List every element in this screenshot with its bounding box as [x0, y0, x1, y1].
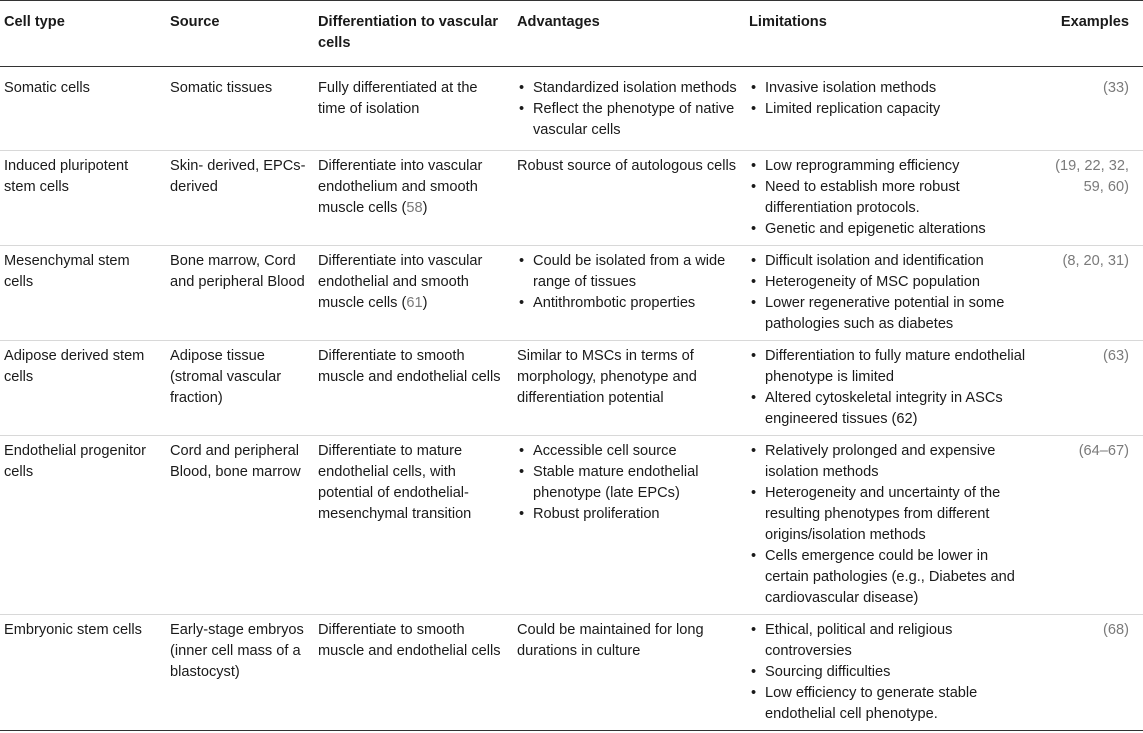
list-item: • Difficult isolation and identification [749, 251, 1031, 272]
list-item: • Low efficiency to generate stable endothelial cell phenotype. [749, 683, 1031, 725]
list-item: • Ethical, political and religious controversies [749, 620, 1031, 662]
list-item: • Differentiation to fully mature endothelial phenotype is limited [749, 346, 1031, 388]
limitations [745, 67, 1035, 151]
list-item: • Genetic and epigenetic alterations [749, 219, 1031, 240]
differentiation-ref[interactable]: 58 [406, 200, 423, 216]
advantages: Similar to MSCs in terms of morphology, phenotype and differentiation potential [517, 348, 697, 406]
table-header [0, 1, 1143, 67]
list-item: • Standardized isolation methods [517, 78, 741, 99]
differentiation-suffix: ) [422, 295, 428, 311]
table-row [0, 151, 1143, 246]
limitations [745, 246, 1035, 341]
cell-type: Adipose derived stem cells [4, 348, 145, 385]
list-item: • Cells emergence could be lower in certain pathologies (e.g., Diabetes and cardiovascular disease) [749, 546, 1031, 609]
list-item: • Could be isolated from a wide range of tissues [517, 251, 741, 293]
header-differentiation: Differentiation to vascular cells [318, 14, 499, 51]
advantages: Could be maintained for long durations in culture [517, 622, 704, 659]
differentiation [314, 246, 513, 341]
list-item: • Lower regenerative potential in some pathologies such as diabetes [749, 293, 1031, 335]
advantages [513, 436, 745, 615]
list-item: • Heterogeneity of MSC population [749, 272, 1031, 293]
limitations-list [749, 346, 1031, 430]
list-item: • Altered cytoskeletal integrity in ASCs engineered tissues (62) [749, 388, 1031, 430]
source: Early-stage embryos (inner cell mass of a blastocyst) [170, 622, 304, 680]
source: Skin- derived, EPCs-derived [170, 158, 306, 195]
limitations-list [749, 251, 1031, 335]
differentiation: Differentiate to smooth muscle and endothelial cells [318, 348, 501, 385]
differentiation-ref[interactable]: 61 [406, 295, 423, 311]
examples-ref[interactable]: (19, 22, 32, 59, 60) [1055, 158, 1129, 195]
list-item: • Sourcing difficulties [749, 662, 1031, 683]
differentiation [314, 151, 513, 246]
differentiation-text: Differentiate into vascular endothelial and smooth muscle cells ( [318, 253, 483, 311]
advantages-list [517, 441, 741, 525]
list-item: • Heterogeneity and uncertainty of the resulting phenotypes from different origins/isolation methods [749, 483, 1031, 546]
examples-ref[interactable]: (63) [1103, 348, 1129, 364]
list-item: • Accessible cell source [517, 441, 741, 462]
limitations [745, 341, 1035, 436]
list-item: • Need to establish more robust differentiation protocols. [749, 177, 1031, 219]
limitations-list [749, 156, 1031, 240]
cell-type: Mesenchymal stem cells [4, 253, 130, 290]
list-item: • Invasive isolation methods [749, 78, 1031, 99]
table-row [0, 436, 1143, 615]
limitations [745, 436, 1035, 615]
table-row [0, 67, 1143, 151]
advantages: Robust source of autologous cells [517, 158, 737, 174]
list-item: • Reflect the phenotype of native vascular cells [517, 99, 741, 141]
limitations-list [749, 441, 1031, 609]
table-row [0, 615, 1143, 731]
advantages [513, 67, 745, 151]
limitations-list [749, 78, 1031, 120]
table-row [0, 341, 1143, 436]
examples-ref[interactable]: (8, 20, 31) [1062, 253, 1129, 269]
list-item: • Stable mature endothelial phenotype (late EPCs) [517, 462, 741, 504]
differentiation: Differentiate to mature endothelial cells, with potential of endothelial-mesenchymal transition [318, 443, 472, 522]
list-item: • Limited replication capacity [749, 99, 1031, 120]
list-item: • Antithrombotic properties [517, 293, 741, 314]
header-examples: Examples [1060, 14, 1129, 30]
header-advantages: Advantages [517, 14, 600, 30]
header-limitations: Limitations [749, 14, 827, 30]
limitations-list [749, 620, 1031, 725]
limitations [745, 615, 1035, 731]
differentiation: Differentiate to smooth muscle and endothelial cells [318, 622, 501, 659]
differentiation-suffix: ) [422, 200, 428, 216]
source: Cord and peripheral Blood, bone marrow [170, 443, 301, 480]
cell-type: Endothelial progenitor cells [4, 443, 146, 480]
advantages-list [517, 251, 741, 314]
differentiation-text: Differentiate into vascular endothelium and smooth muscle cells ( [318, 158, 483, 216]
differentiation: Fully differentiated at the time of isolation [318, 80, 478, 117]
source: Somatic tissues [170, 80, 273, 96]
cell-type: Embryonic stem cells [4, 622, 142, 638]
examples-ref[interactable]: (68) [1103, 622, 1129, 638]
header-source: Source [170, 14, 220, 30]
advantages [513, 246, 745, 341]
header-cell-type: Cell type [4, 14, 65, 30]
list-item: • Low reprogramming efficiency [749, 156, 1031, 177]
list-item: • Relatively prolonged and expensive isolation methods [749, 441, 1031, 483]
advantages-list [517, 78, 741, 141]
source: Adipose tissue (stromal vascular fraction) [170, 348, 282, 406]
examples-ref[interactable]: (33) [1103, 80, 1129, 96]
limitations [745, 151, 1035, 246]
cell-type: Somatic cells [4, 80, 90, 96]
list-item: • Robust proliferation [517, 504, 741, 525]
source: Bone marrow, Cord and peripheral Blood [170, 253, 305, 290]
table-row [0, 246, 1143, 341]
cell-type: Induced pluripotent stem cells [4, 158, 129, 195]
examples-ref[interactable]: (64–67) [1078, 443, 1129, 459]
